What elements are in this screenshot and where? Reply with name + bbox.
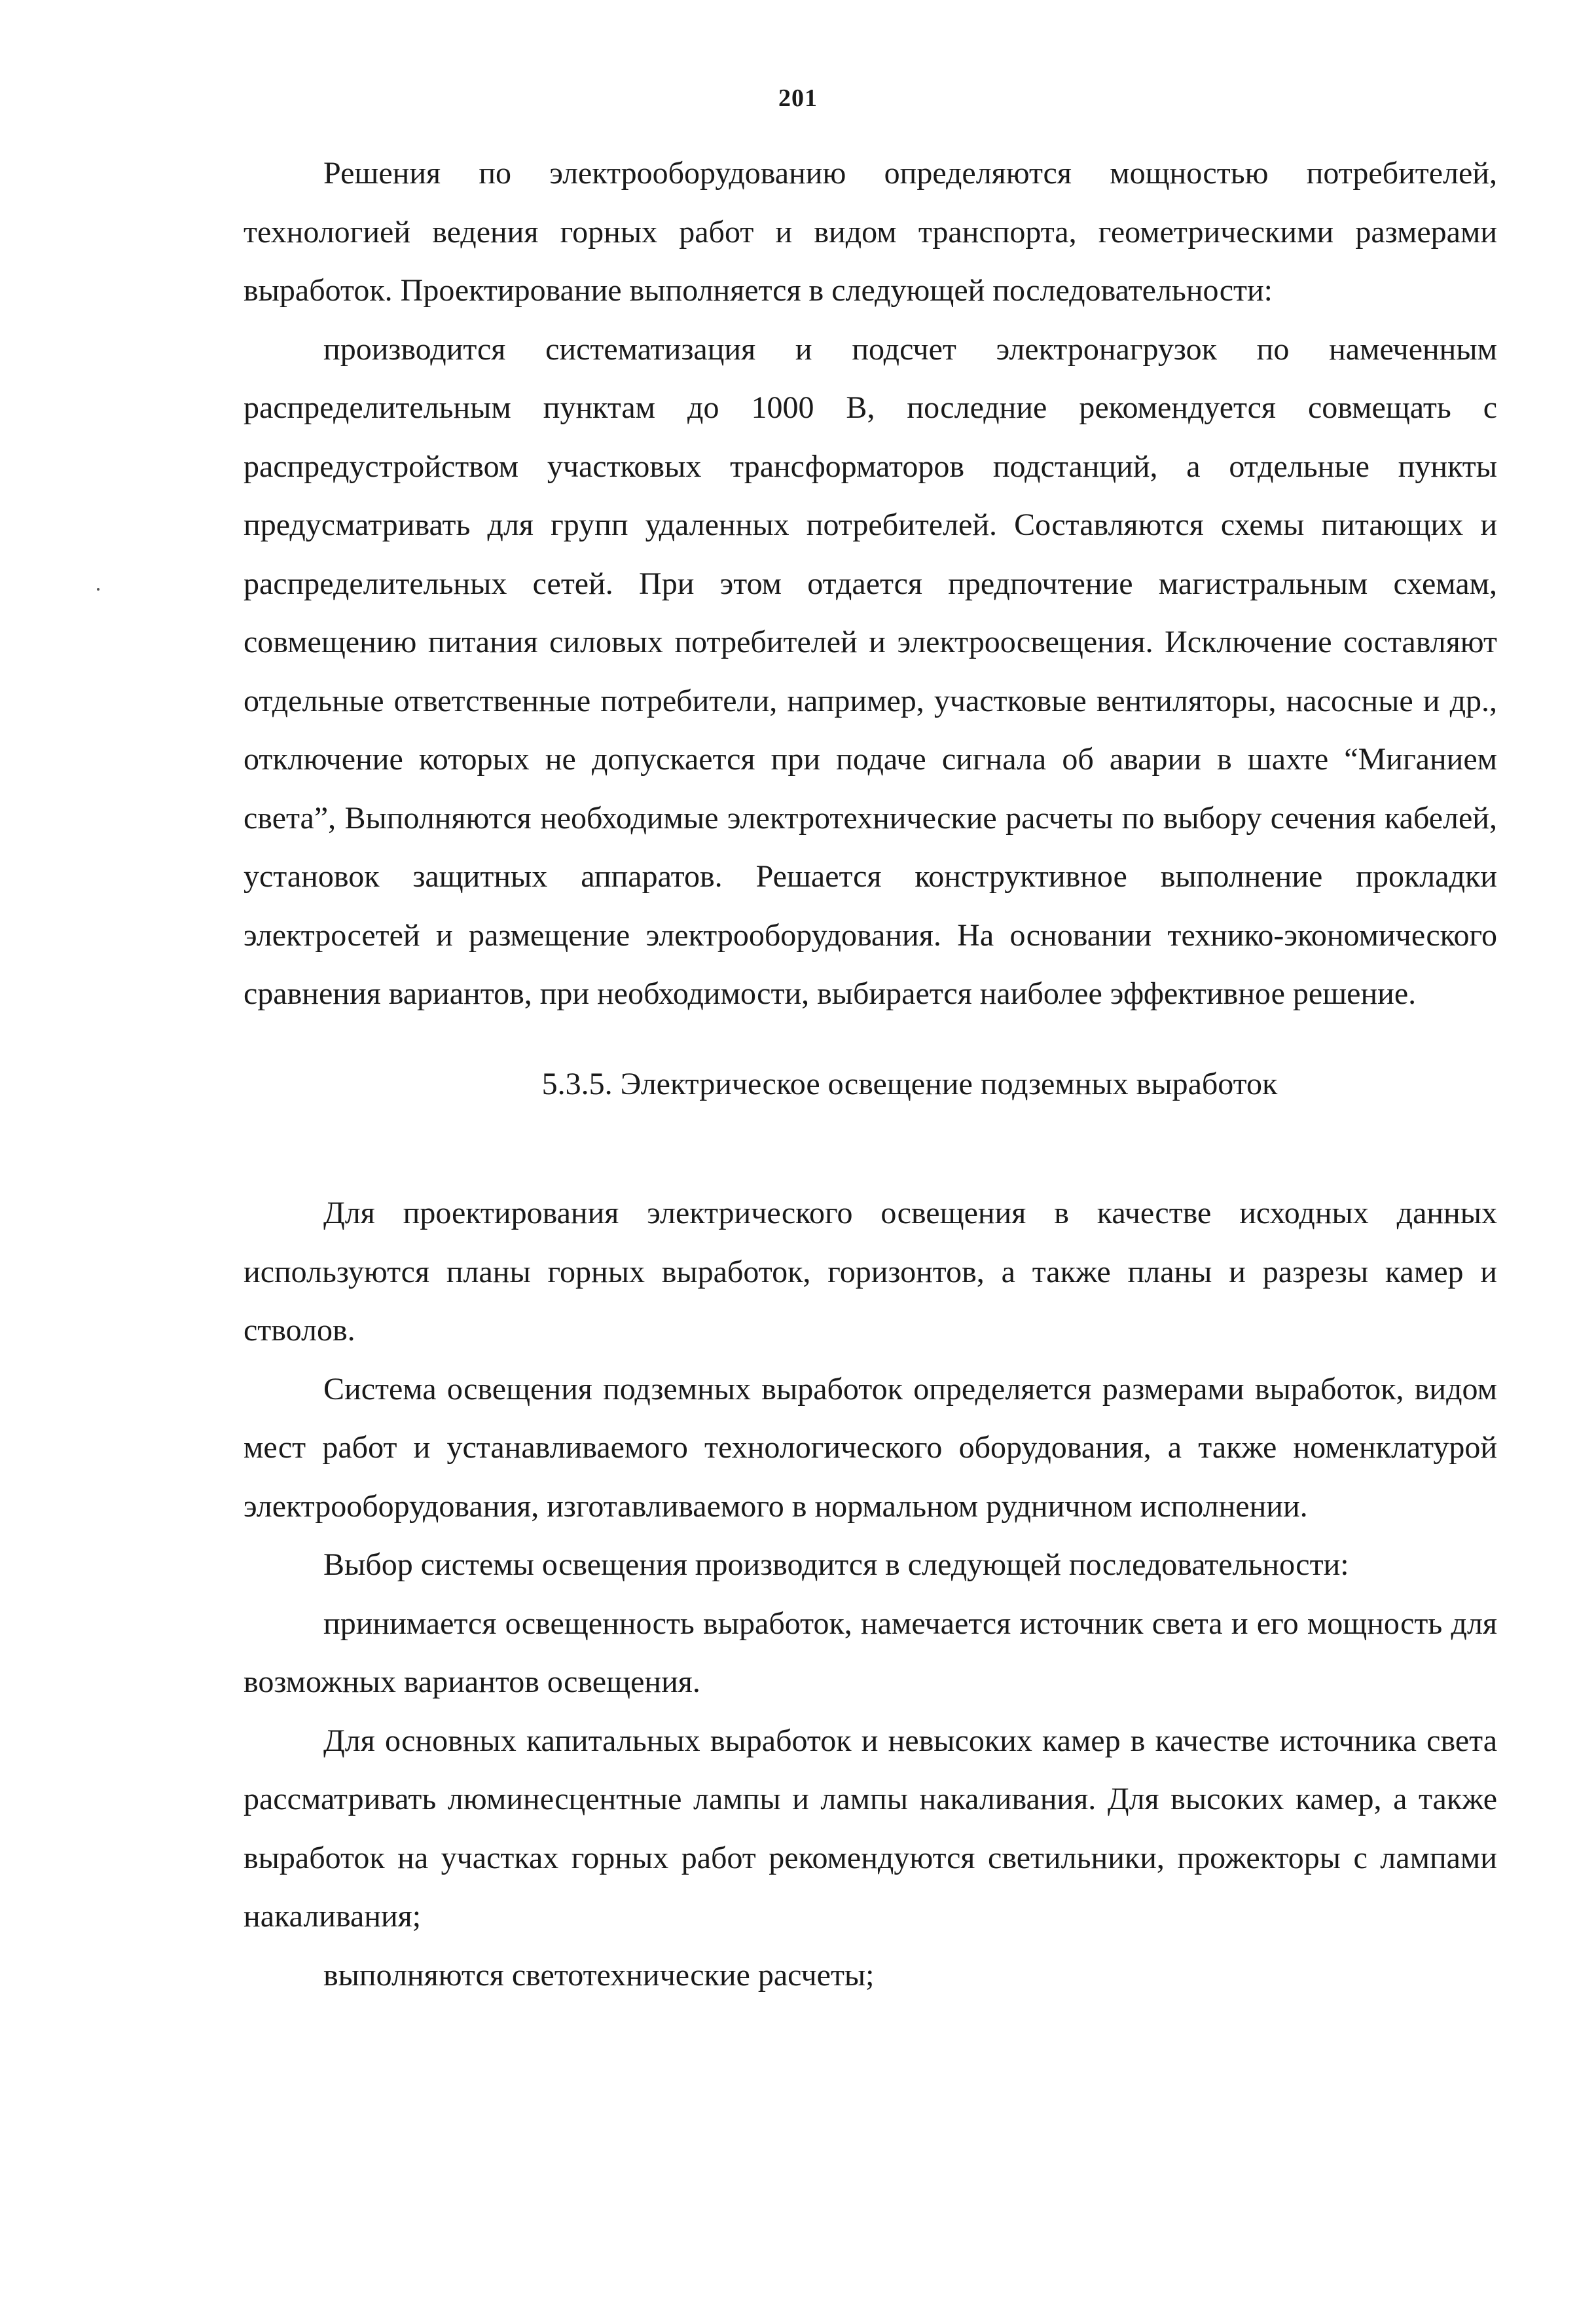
section-paragraph-4: принимается освещенность выработок, намечается источник света и его мощность для возможных вариантов освещения. (244, 1606, 1497, 1699)
scan-dot (97, 588, 100, 591)
page-number: 201 (778, 84, 818, 112)
intro-paragraph-2: производится систематизация и подсчет электронагрузок по намеченным распределительным пунктам до 1000 В, последние рекомендуется совмещать с распредустройством участковых трансформаторов подстанций, а отдельные пункты предусматривать для групп удаленных потребителей. Составляются схемы питающих и распределительных сетей. При этом отдается предпочтение магистральным схемам, совмещению питания силовых потребителей и электроосвещения. Исключение составляют отдельные ответственные потребители, например, участковые вентиляторы, насосные и др., отключение которых не допускается при подаче сигнала об аварии в шахте “Миганием света”, Выполняются необходимые электротехнические расчеты по выбору сечения кабелей, установок защитных аппаратов. Решается конструктивное выполнение прокладки электросетей и размещение электрооборудования. На основании технико-экономического сравнения вариантов, при необходимости, выбирается наиболее эффективное решение. (244, 331, 1497, 1011)
section-paragraph-2: Система освещения подземных выработок определяется размерами выработок, видом мест работ и устанавливаемого технологического оборудования, а также номенклатурой электрооборудования, изготавливаемого в нормальном рудничном исполнении. (244, 1371, 1497, 1524)
section-paragraph-3: Выбор системы освещения производится в следующей последовательности: (323, 1547, 1349, 1582)
section-paragraph-6: выполняются светотехнические расчеты; (323, 1957, 875, 1993)
section-heading: 5.3.5. Электрическое освещение подземных выработок (541, 1066, 1278, 1101)
section-paragraph-5: Для основных капитальных выработок и невысоких камер в качестве источника света рассматривать люминесцентные лампы и лампы накаливания. Для высоких камер, а также выработок на участках горных работ рекомендуются светильники, прожекторы с лампами накаливания; (244, 1723, 1497, 1934)
section-paragraph-1: Для проектирования электрического освещения в качестве исходных данных используются планы горных выработок, горизонтов, а также планы и разрезы камер и стволов. (244, 1196, 1497, 1348)
intro-paragraph-1: Решения по электрооборудованию определяются мощностью потребителей, технологией ведения горных работ и видом транспорта, геометрическими размерами выработок. Проектирование выполняется в следующей последовательности: (244, 156, 1497, 308)
page-body (244, 144, 1497, 2004)
